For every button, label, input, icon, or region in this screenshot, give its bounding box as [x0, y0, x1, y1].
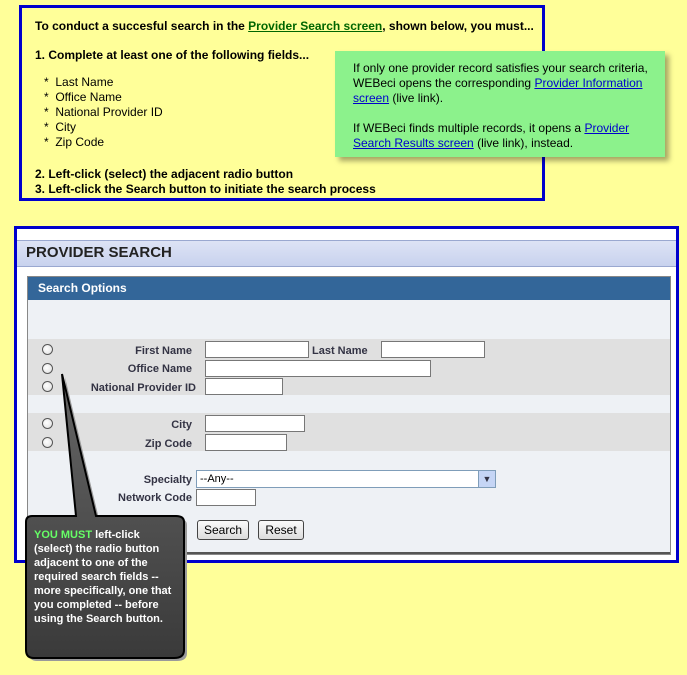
- search-options-header: Search Options: [28, 277, 670, 300]
- required-fields-list: [44, 75, 163, 150]
- office-name-label: Office Name: [127, 363, 192, 375]
- zip-label: Zip Code: [144, 438, 192, 450]
- provider-information-link[interactable]: Provider Information screen: [353, 76, 643, 105]
- step-2: 2. Left-click (select) the adjacent radio button: [35, 167, 294, 181]
- list-item: * Zip Code: [44, 135, 105, 149]
- provider-search-results-link[interactable]: Provider Search Results screen: [353, 121, 630, 150]
- note-multiple-results: If WEBeci finds multiple records, it opens a Provider Search Results screen (live link), instead.: [353, 121, 630, 150]
- page-title: PROVIDER SEARCH: [17, 240, 676, 267]
- callout: [22, 368, 192, 663]
- npi-input[interactable]: [205, 378, 283, 395]
- network-code-label: Network Code: [118, 492, 192, 504]
- instructions-intro: To conduct a succesful search in the Provider Search screen, shown below, you must...: [35, 19, 534, 33]
- search-button[interactable]: Search: [197, 520, 249, 540]
- radio-name[interactable]: [42, 344, 53, 355]
- chevron-down-icon[interactable]: ▼: [478, 471, 495, 487]
- list-item: * Last Name: [44, 75, 114, 89]
- callout-text: YOU MUST left-click (select) the radio button adjacent to one of the required search fields -- more specifically, one that you completed -- before using the Search button.: [34, 529, 172, 625]
- office-name-input[interactable]: [205, 360, 431, 377]
- result-note: [335, 51, 665, 157]
- npi-label: National Provider ID: [90, 382, 196, 394]
- step-3: 3. Left-click the Search button to initiate the search process: [35, 182, 376, 196]
- list-item: * Office Name: [44, 90, 122, 104]
- last-name-label: Last Name: [312, 345, 368, 357]
- note-single-result: If only one provider record satisfies your search criteria, WEBeci opens the corresponding Provider Information screen (live link).: [353, 61, 648, 105]
- specialty-label: Specialty: [143, 474, 192, 486]
- provider-search-screen-link[interactable]: Provider Search screen: [248, 19, 383, 33]
- first-name-input[interactable]: [205, 341, 309, 358]
- list-item: * City: [44, 120, 77, 134]
- zip-input[interactable]: [205, 434, 287, 451]
- specialty-select[interactable]: --Any-- ▼: [196, 470, 496, 488]
- last-name-input[interactable]: [381, 341, 485, 358]
- reset-button[interactable]: Reset: [258, 520, 304, 540]
- network-code-input[interactable]: [196, 489, 256, 506]
- city-input[interactable]: [205, 415, 305, 432]
- list-item: * National Provider ID: [44, 105, 163, 119]
- first-name-label: First Name: [135, 345, 192, 357]
- step-1: 1. Complete at least one of the following fields...: [35, 48, 310, 62]
- city-label: City: [171, 419, 192, 431]
